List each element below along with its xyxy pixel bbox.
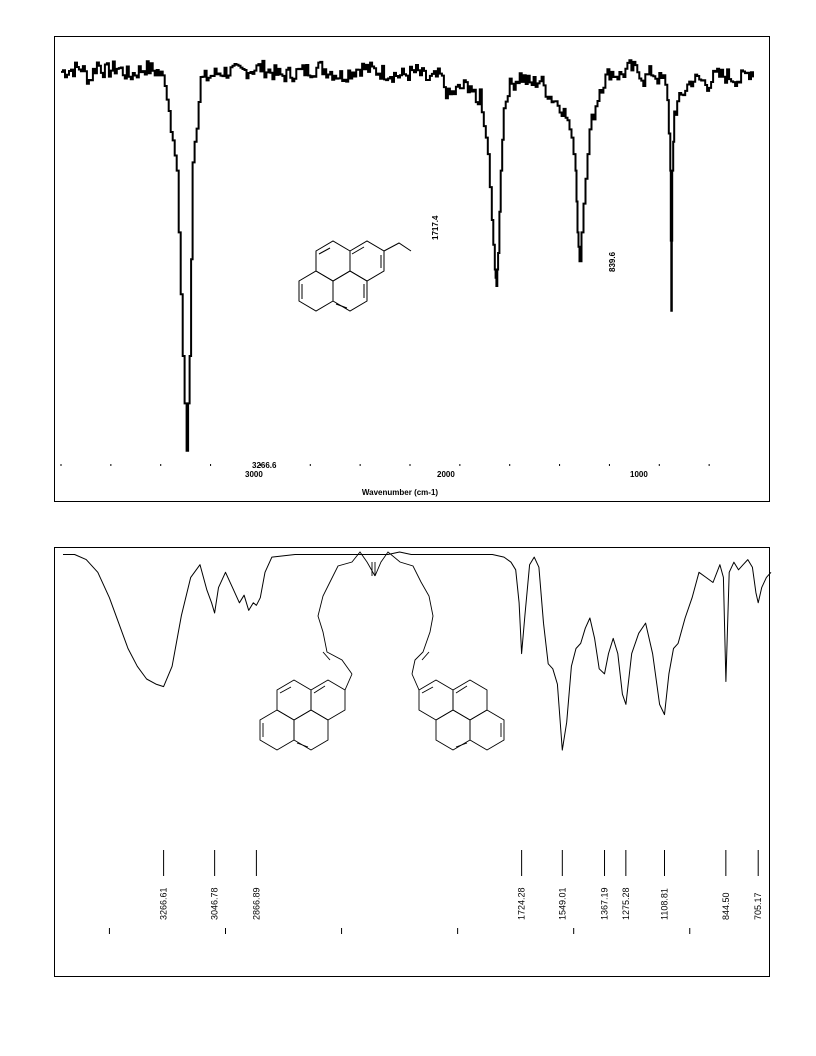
spectrum-line-bottom [63, 552, 771, 750]
x-tick-label-3000: 3000 [245, 470, 263, 479]
spectrum-line-top [61, 60, 753, 451]
peak-label-1717: 1717.4 [431, 215, 440, 240]
peak-markers-bottom [159, 850, 764, 920]
molecule-structure-bispyrene [260, 552, 504, 750]
ir-spectrum-panel-bottom [54, 547, 770, 977]
x-tick-label-1000: 1000 [630, 470, 648, 479]
peak-label: 1724.28 [516, 887, 527, 920]
peak-label-1312: 839.6 [608, 251, 617, 272]
peak-label: 1108.81 [659, 888, 670, 920]
ir-spectrum-panel-top [54, 36, 770, 502]
peak-label-3266: 3266.6 [252, 461, 277, 470]
peak-label: 3046.78 [209, 887, 220, 920]
x-tick-label-2000: 2000 [437, 470, 455, 479]
spectrum-trace-bottom [63, 552, 771, 750]
peak-label: 1549.01 [557, 887, 568, 920]
peak-label: 1367.19 [599, 887, 610, 920]
peak-label: 2866.89 [251, 887, 262, 920]
axis-ticks-top [61, 464, 709, 466]
ir-spectrum-chart-top [55, 37, 771, 503]
peak-label: 705.17 [753, 892, 764, 920]
spectrum-trace-top [61, 60, 753, 451]
axis-ticks-bottom [109, 928, 689, 934]
peak-label: 3266.61 [158, 887, 169, 920]
molecule-structure-ethylpyrene [299, 241, 411, 311]
peak-label: 844.50 [720, 892, 731, 920]
x-axis-title: Wavenumber (cm-1) [361, 488, 439, 497]
peak-label: 1275.28 [620, 887, 631, 920]
ir-spectrum-chart-bottom [55, 548, 771, 978]
